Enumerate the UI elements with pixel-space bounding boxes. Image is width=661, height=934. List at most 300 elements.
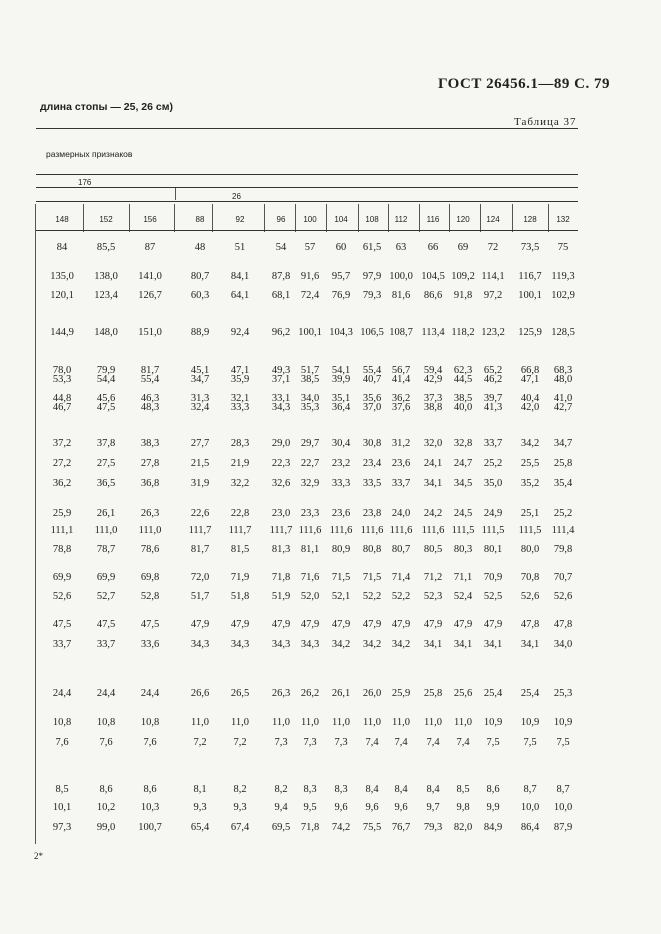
table-cell: 47,9 bbox=[362, 619, 382, 630]
table-cell: 80,9 bbox=[331, 544, 351, 555]
table-cell: 125,9 bbox=[518, 327, 542, 338]
table-cell: 25,9 bbox=[52, 508, 72, 519]
table-cell: 47,1 bbox=[230, 365, 250, 376]
table-cell: 52,4 bbox=[453, 591, 473, 602]
table-cell: 53,3 bbox=[52, 374, 72, 385]
table-cell: 7,3 bbox=[274, 737, 288, 748]
table-cell: 32,1 bbox=[230, 393, 250, 404]
table-cell: 37,0 bbox=[362, 402, 382, 413]
table-cell: 111,5 bbox=[451, 525, 475, 536]
table-cell: 55,4 bbox=[140, 374, 160, 385]
table-cell: 10,9 bbox=[520, 717, 540, 728]
table-cell: 126,7 bbox=[138, 290, 162, 301]
table-cell: 26,3 bbox=[271, 688, 291, 699]
table-cell: 100,1 bbox=[518, 290, 542, 301]
table-cell: 80,5 bbox=[423, 544, 443, 555]
table-cell: 34,2 bbox=[520, 438, 540, 449]
table-cell: 47,9 bbox=[453, 619, 473, 630]
table-cell: 51,7 bbox=[300, 365, 320, 376]
table-cell: 21,5 bbox=[190, 458, 210, 469]
table-cell: 34,3 bbox=[230, 639, 250, 650]
table-cell: 56,7 bbox=[391, 365, 411, 376]
table-cell: 80,7 bbox=[391, 544, 411, 555]
table-cell: 80,3 bbox=[453, 544, 473, 555]
table-cell: 7,4 bbox=[426, 737, 440, 748]
table-cell: 25,3 bbox=[553, 688, 573, 699]
group-label-26: 26 bbox=[232, 192, 241, 201]
table-cell: 9,3 bbox=[193, 802, 207, 813]
table-cell: 34,3 bbox=[190, 639, 210, 650]
table-cell: 23,6 bbox=[331, 508, 351, 519]
table-cell: 52,8 bbox=[140, 591, 160, 602]
table-cell: 7,4 bbox=[365, 737, 379, 748]
table-cell: 11,0 bbox=[454, 717, 472, 728]
table-cell: 47,9 bbox=[331, 619, 351, 630]
table-cell: 8,2 bbox=[233, 784, 247, 795]
table-cell: 78,6 bbox=[140, 544, 160, 555]
table-cell: 24,4 bbox=[52, 688, 72, 699]
table-cell: 9,8 bbox=[456, 802, 470, 813]
table-cell: 11,0 bbox=[332, 717, 350, 728]
table-cell: 144,9 bbox=[50, 327, 74, 338]
table-cell: 71,5 bbox=[362, 572, 382, 583]
table-cell: 11,0 bbox=[392, 717, 410, 728]
table-cell: 47,9 bbox=[271, 619, 291, 630]
table-cell: 41,0 bbox=[553, 393, 573, 404]
table-cell: 51,7 bbox=[190, 591, 210, 602]
table-cell: 79,8 bbox=[553, 544, 573, 555]
table-cell: 24,4 bbox=[96, 688, 116, 699]
table-cell: 47,9 bbox=[230, 619, 250, 630]
table-cell: 62,3 bbox=[453, 365, 473, 376]
table-cell: 46,7 bbox=[52, 402, 72, 413]
table-cell: 47,9 bbox=[391, 619, 411, 630]
table-cell: 111,0 bbox=[94, 525, 118, 536]
table-cell: 111,5 bbox=[518, 525, 542, 536]
table-cell: 23,8 bbox=[362, 508, 382, 519]
table-cell: 11,0 bbox=[424, 717, 442, 728]
table-cell: 42,7 bbox=[553, 402, 573, 413]
table-cell: 25,4 bbox=[483, 688, 503, 699]
table-cell: 48,3 bbox=[140, 402, 160, 413]
column-divider bbox=[548, 204, 549, 232]
table-cell: 35,3 bbox=[300, 402, 320, 413]
column-header: 96 bbox=[276, 215, 286, 224]
table-cell: 7,3 bbox=[334, 737, 348, 748]
table-cell: 52,1 bbox=[331, 591, 351, 602]
column-header: 100 bbox=[303, 215, 317, 224]
table-cell: 34,2 bbox=[362, 639, 382, 650]
table-cell: 63 bbox=[395, 242, 407, 253]
table-cell: 47,9 bbox=[423, 619, 443, 630]
table-cell: 74,2 bbox=[331, 822, 351, 833]
table-cell: 99,0 bbox=[96, 822, 116, 833]
table-cell: 47,9 bbox=[190, 619, 210, 630]
header-rule-1 bbox=[36, 174, 578, 175]
table-cell: 54 bbox=[275, 242, 287, 253]
table-cell: 7,3 bbox=[303, 737, 317, 748]
table-cell: 111,6 bbox=[298, 525, 322, 536]
column-divider bbox=[326, 204, 327, 232]
table-cell: 81,1 bbox=[300, 544, 320, 555]
table-cell: 25,4 bbox=[520, 688, 540, 699]
table-cell: 34,1 bbox=[423, 478, 443, 489]
table-cell: 35,1 bbox=[331, 393, 351, 404]
table-cell: 40,4 bbox=[520, 393, 540, 404]
table-cell: 42,0 bbox=[520, 402, 540, 413]
table-cell: 33,5 bbox=[362, 478, 382, 489]
table-cell: 47,5 bbox=[140, 619, 160, 630]
table-cell: 37,3 bbox=[423, 393, 443, 404]
table-cell: 111,6 bbox=[421, 525, 445, 536]
table-cell: 52,0 bbox=[300, 591, 320, 602]
table-cell: 111,7 bbox=[228, 525, 252, 536]
table-cell: 34,2 bbox=[391, 639, 411, 650]
table-cell: 24,9 bbox=[483, 508, 503, 519]
table-cell: 49,3 bbox=[271, 365, 291, 376]
table-cell: 69,9 bbox=[96, 572, 116, 583]
table-note: размерных признаков bbox=[46, 149, 133, 159]
column-divider bbox=[512, 204, 513, 232]
table-cell: 100,1 bbox=[298, 327, 322, 338]
column-header: 152 bbox=[99, 215, 113, 224]
table-cell: 113,4 bbox=[421, 327, 445, 338]
table-cell: 27,5 bbox=[96, 458, 116, 469]
table-cell: 38,8 bbox=[423, 402, 443, 413]
table-cell: 111,7 bbox=[188, 525, 212, 536]
table-cell: 69,8 bbox=[140, 572, 160, 583]
column-divider bbox=[449, 204, 450, 232]
table-cell: 25,1 bbox=[520, 508, 540, 519]
table-cell: 27,2 bbox=[52, 458, 72, 469]
table-cell: 71,4 bbox=[391, 572, 411, 583]
table-cell: 148,0 bbox=[94, 327, 118, 338]
table-cell: 8,7 bbox=[523, 784, 537, 795]
table-cell: 29,0 bbox=[271, 438, 291, 449]
table-cell: 7,6 bbox=[99, 737, 113, 748]
table-cell: 51,8 bbox=[230, 591, 250, 602]
table-cell: 54,4 bbox=[96, 374, 116, 385]
table-cell: 10,8 bbox=[52, 717, 72, 728]
table-cell: 23,3 bbox=[300, 508, 320, 519]
table-cell: 37,6 bbox=[391, 402, 411, 413]
table-cell: 70,9 bbox=[483, 572, 503, 583]
table-cell: 100,0 bbox=[389, 271, 413, 282]
table-cell: 33,3 bbox=[230, 402, 250, 413]
table-cell: 95,7 bbox=[331, 271, 351, 282]
table-cell: 104,3 bbox=[329, 327, 353, 338]
table-cell: 33,7 bbox=[52, 639, 72, 650]
table-cell: 81,7 bbox=[140, 365, 160, 376]
table-cell: 34,3 bbox=[271, 402, 291, 413]
table-cell: 11,0 bbox=[191, 717, 209, 728]
table-cell: 68,3 bbox=[553, 365, 573, 376]
table-cell: 86,6 bbox=[423, 290, 443, 301]
table-cell: 80,8 bbox=[362, 544, 382, 555]
table-cell: 24,5 bbox=[453, 508, 473, 519]
column-divider bbox=[35, 204, 36, 232]
table-cell: 86,4 bbox=[520, 822, 540, 833]
top-rule bbox=[36, 128, 578, 129]
table-cell: 80,7 bbox=[190, 271, 210, 282]
table-cell: 32,0 bbox=[423, 438, 443, 449]
table-cell: 47,5 bbox=[96, 619, 116, 630]
table-cell: 30,8 bbox=[362, 438, 382, 449]
table-cell: 34,3 bbox=[271, 639, 291, 650]
table-cell: 46,3 bbox=[140, 393, 160, 404]
table-cell: 32,2 bbox=[230, 478, 250, 489]
table-cell: 38,3 bbox=[140, 438, 160, 449]
table-cell: 52,7 bbox=[96, 591, 116, 602]
table-cell: 37,8 bbox=[96, 438, 116, 449]
column-divider bbox=[174, 204, 175, 232]
table-cell: 8,5 bbox=[55, 784, 69, 795]
table-cell: 92,4 bbox=[230, 327, 250, 338]
table-cell: 91,6 bbox=[300, 271, 320, 282]
column-header: 92 bbox=[235, 215, 245, 224]
table-cell: 24,4 bbox=[140, 688, 160, 699]
table-cell: 111,6 bbox=[360, 525, 384, 536]
table-cell: 9,6 bbox=[334, 802, 348, 813]
table-cell: 25,5 bbox=[520, 458, 540, 469]
table-cell: 8,6 bbox=[99, 784, 113, 795]
table-cell: 22,8 bbox=[230, 508, 250, 519]
table-cell: 9,6 bbox=[365, 802, 379, 813]
column-divider bbox=[388, 204, 389, 232]
table-cell: 32,4 bbox=[190, 402, 210, 413]
table-cell: 10,0 bbox=[553, 802, 573, 813]
table-cell: 33,6 bbox=[140, 639, 160, 650]
table-cell: 52,6 bbox=[553, 591, 573, 602]
table-cell: 108,7 bbox=[389, 327, 413, 338]
table-cell: 106,5 bbox=[360, 327, 384, 338]
table-cell: 10,0 bbox=[520, 802, 540, 813]
table-cell: 36,8 bbox=[140, 478, 160, 489]
table-cell: 111,4 bbox=[551, 525, 575, 536]
table-cell: 31,3 bbox=[190, 393, 210, 404]
table-cell: 80,0 bbox=[520, 544, 540, 555]
column-divider bbox=[129, 204, 130, 232]
table-cell: 41,3 bbox=[483, 402, 503, 413]
table-cell: 10,8 bbox=[96, 717, 116, 728]
table-cell: 85,5 bbox=[96, 242, 116, 253]
table-cell: 71,6 bbox=[300, 572, 320, 583]
table-cell: 39,7 bbox=[483, 393, 503, 404]
table-cell: 75,5 bbox=[362, 822, 382, 833]
table-cell: 47,8 bbox=[520, 619, 540, 630]
table-cell: 91,8 bbox=[453, 290, 473, 301]
table-cell: 97,9 bbox=[362, 271, 382, 282]
column-header: 112 bbox=[394, 215, 408, 224]
column-divider bbox=[212, 204, 213, 232]
table-cell: 119,3 bbox=[551, 271, 575, 282]
table-cell: 45,1 bbox=[190, 365, 210, 376]
table-cell: 36,4 bbox=[331, 402, 351, 413]
table-cell: 151,0 bbox=[138, 327, 162, 338]
table-cell: 8,2 bbox=[274, 784, 288, 795]
table-cell: 24,0 bbox=[391, 508, 411, 519]
table-cell: 111,0 bbox=[138, 525, 162, 536]
table-cell: 33,7 bbox=[96, 639, 116, 650]
table-cell: 7,2 bbox=[193, 737, 207, 748]
table-cell: 34,1 bbox=[453, 639, 473, 650]
table-cell: 47,5 bbox=[96, 402, 116, 413]
table-cell: 57 bbox=[304, 242, 316, 253]
document-subtitle: длина стопы — 25, 26 см) bbox=[40, 101, 174, 113]
table-cell: 111,5 bbox=[481, 525, 505, 536]
table-cell: 69,9 bbox=[52, 572, 72, 583]
table-cell: 80,1 bbox=[483, 544, 503, 555]
table-cell: 7,5 bbox=[486, 737, 500, 748]
table-cell: 11,0 bbox=[301, 717, 319, 728]
table-cell: 22,3 bbox=[271, 458, 291, 469]
table-cell: 79,3 bbox=[362, 290, 382, 301]
table-cell: 11,0 bbox=[231, 717, 249, 728]
table-cell: 52,6 bbox=[520, 591, 540, 602]
table-cell: 84,9 bbox=[483, 822, 503, 833]
column-header: 104 bbox=[334, 215, 348, 224]
table-cell: 66,8 bbox=[520, 365, 540, 376]
table-cell: 102,9 bbox=[551, 290, 575, 301]
table-cell: 11,0 bbox=[272, 717, 290, 728]
table-cell: 8,3 bbox=[334, 784, 348, 795]
table-cell: 41,4 bbox=[391, 374, 411, 385]
table-cell: 123,2 bbox=[481, 327, 505, 338]
table-cell: 97,3 bbox=[52, 822, 72, 833]
table-cell: 35,0 bbox=[483, 478, 503, 489]
table-cell: 48 bbox=[194, 242, 206, 253]
table-cell: 34,7 bbox=[553, 438, 573, 449]
table-cell: 71,8 bbox=[271, 572, 291, 583]
table-cell: 37,2 bbox=[52, 438, 72, 449]
table-cell: 87,8 bbox=[271, 271, 291, 282]
table-cell: 78,8 bbox=[52, 544, 72, 555]
column-divider bbox=[83, 204, 84, 232]
table-cell: 111,6 bbox=[329, 525, 353, 536]
table-cell: 67,4 bbox=[230, 822, 250, 833]
table-cell: 21,9 bbox=[230, 458, 250, 469]
table-cell: 26,1 bbox=[96, 508, 116, 519]
table-cell: 100,7 bbox=[138, 822, 162, 833]
table-cell: 116,7 bbox=[518, 271, 542, 282]
table-cell: 26,1 bbox=[331, 688, 351, 699]
table-cell: 26,5 bbox=[230, 688, 250, 699]
column-header: 156 bbox=[143, 215, 157, 224]
table-cell: 88,9 bbox=[190, 327, 210, 338]
table-cell: 47,5 bbox=[52, 619, 72, 630]
column-header: 124 bbox=[486, 215, 500, 224]
group-label-176: 176 bbox=[78, 178, 92, 187]
table-cell: 36,5 bbox=[96, 478, 116, 489]
table-cell: 25,2 bbox=[553, 508, 573, 519]
table-cell: 31,9 bbox=[190, 478, 210, 489]
table-cell: 10,9 bbox=[483, 717, 503, 728]
column-divider bbox=[295, 204, 296, 232]
table-cell: 52,2 bbox=[391, 591, 411, 602]
column-header: 132 bbox=[556, 215, 570, 224]
table-cell: 64,1 bbox=[230, 290, 250, 301]
table-cell: 123,4 bbox=[94, 290, 118, 301]
table-cell: 35,4 bbox=[553, 478, 573, 489]
table-cell: 76,7 bbox=[391, 822, 411, 833]
table-cell: 24,2 bbox=[423, 508, 443, 519]
table-cell: 40,7 bbox=[362, 374, 382, 385]
table-cell: 34,1 bbox=[483, 639, 503, 650]
table-cell: 9,3 bbox=[233, 802, 247, 813]
page-footer-mark: 2* bbox=[34, 851, 43, 861]
table-cell: 35,6 bbox=[362, 393, 382, 404]
table-cell: 31,2 bbox=[391, 438, 411, 449]
table-cell: 78,7 bbox=[96, 544, 116, 555]
table-cell: 61,5 bbox=[362, 242, 382, 253]
header-rule-3 bbox=[36, 201, 578, 202]
column-header: 108 bbox=[365, 215, 379, 224]
table-left-border bbox=[35, 232, 36, 844]
column-header: 120 bbox=[456, 215, 470, 224]
table-cell: 8,4 bbox=[426, 784, 440, 795]
table-cell: 60,3 bbox=[190, 290, 210, 301]
table-cell: 9,9 bbox=[486, 802, 500, 813]
table-cell: 30,4 bbox=[331, 438, 351, 449]
table-cell: 71,8 bbox=[300, 822, 320, 833]
table-cell: 70,7 bbox=[553, 572, 573, 583]
table-cell: 9,7 bbox=[426, 802, 440, 813]
table-cell: 96,2 bbox=[271, 327, 291, 338]
table-cell: 8,5 bbox=[456, 784, 470, 795]
column-header: 116 bbox=[426, 215, 440, 224]
table-cell: 52,6 bbox=[52, 591, 72, 602]
table-cell: 71,5 bbox=[331, 572, 351, 583]
table-cell: 10,8 bbox=[140, 717, 160, 728]
table-cell: 128,5 bbox=[551, 327, 575, 338]
table-cell: 71,9 bbox=[230, 572, 250, 583]
table-cell: 72,0 bbox=[190, 572, 210, 583]
table-cell: 109,2 bbox=[451, 271, 475, 282]
table-cell: 81,6 bbox=[391, 290, 411, 301]
table-cell: 7,6 bbox=[55, 737, 69, 748]
column-divider bbox=[358, 204, 359, 232]
table-cell: 84 bbox=[56, 242, 68, 253]
table-cell: 28,3 bbox=[230, 438, 250, 449]
document-header: ГОСТ 26456.1—89 С. 79 bbox=[438, 76, 610, 92]
table-cell: 81,3 bbox=[271, 544, 291, 555]
table-cell: 44,8 bbox=[52, 393, 72, 404]
table-cell: 22,6 bbox=[190, 508, 210, 519]
table-cell: 72 bbox=[487, 242, 499, 253]
table-cell: 45,6 bbox=[96, 393, 116, 404]
table-cell: 10,9 bbox=[553, 717, 573, 728]
column-divider bbox=[480, 204, 481, 232]
table-cell: 52,3 bbox=[423, 591, 443, 602]
table-cell: 8,3 bbox=[303, 784, 317, 795]
table-cell: 25,8 bbox=[553, 458, 573, 469]
table-cell: 8,4 bbox=[365, 784, 379, 795]
table-cell: 10,2 bbox=[96, 802, 116, 813]
table-cell: 32,8 bbox=[453, 438, 473, 449]
table-cell: 69,5 bbox=[271, 822, 291, 833]
table-cell: 87,9 bbox=[553, 822, 573, 833]
table-cell: 84,1 bbox=[230, 271, 250, 282]
table-cell: 26,6 bbox=[190, 688, 210, 699]
table-cell: 46,2 bbox=[483, 374, 503, 385]
table-cell: 51,9 bbox=[271, 591, 291, 602]
table-cell: 66 bbox=[427, 242, 439, 253]
table-cell: 52,5 bbox=[483, 591, 503, 602]
table-cell: 47,8 bbox=[553, 619, 573, 630]
table-cell: 51 bbox=[234, 242, 246, 253]
table-cell: 23,4 bbox=[362, 458, 382, 469]
table-cell: 39,9 bbox=[331, 374, 351, 385]
